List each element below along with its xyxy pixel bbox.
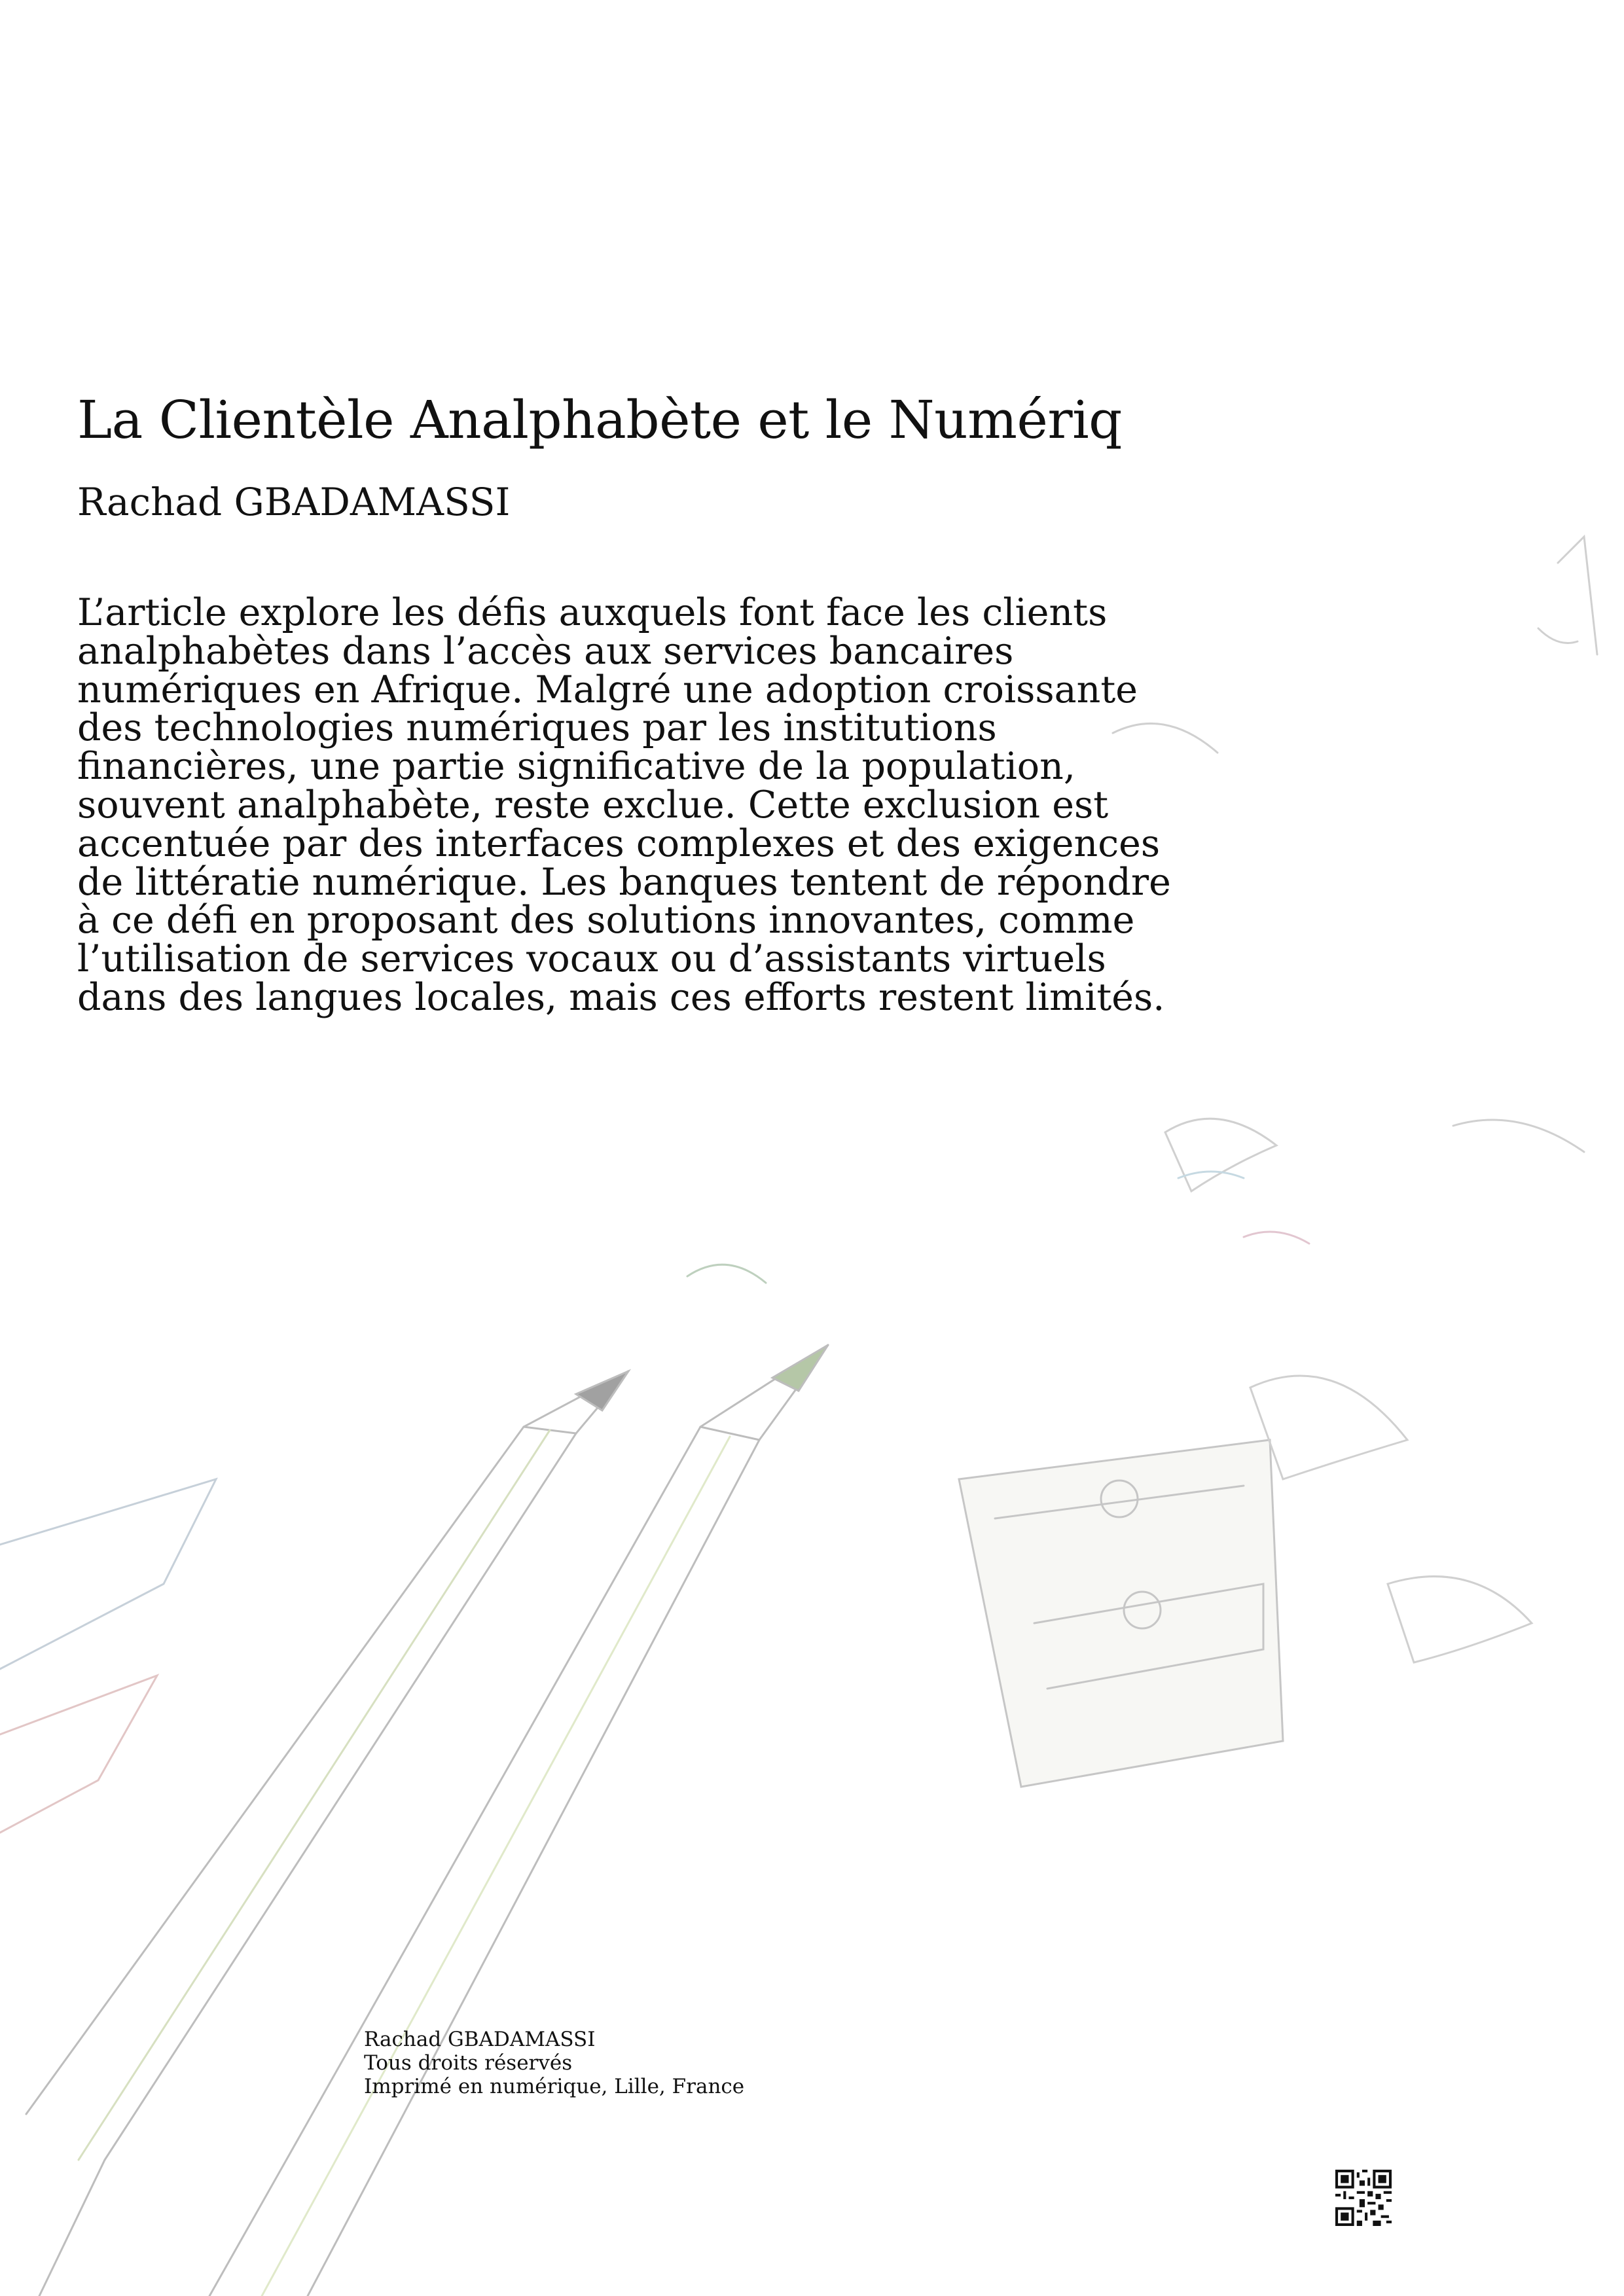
abstract-line: dans des langues locales, mais ces efforts restent limités.: [77, 975, 1165, 1019]
colophon-rights: Tous droits réservés: [364, 2051, 573, 2075]
colophon-name: Rachad GBADAMASSI: [364, 2028, 596, 2051]
abstract-line: financières, une partie significative de la population,: [77, 745, 1075, 789]
author-name: Rachad GBADAMASSI: [77, 480, 511, 524]
colophon-printing: Imprimé en numérique, Lille, France: [364, 2075, 745, 2098]
abstract-line: numériques en Afrique. Malgré une adoption croissante: [77, 668, 1138, 711]
abstract-line: l’utilisation de services vocaux ou d’assistants virtuels: [77, 937, 1106, 981]
abstract-paragraph: [77, 591, 1255, 1019]
abstract-line: L’article explore les défis auxquels font face les clients: [77, 591, 1108, 634]
colophon: [364, 2028, 744, 2098]
abstract-line: accentuée par des interfaces complexes et des exigences: [77, 821, 1161, 865]
pencil-right-icon: [209, 1345, 828, 2296]
abstract-line: à ce défi en proposant des solutions innovantes, comme: [77, 899, 1135, 942]
document-title: La Clientèle Analphabète et le Numériq: [77, 389, 1122, 450]
abstract-line: de littératie numérique. Les banques tentent de répondre: [77, 860, 1171, 904]
qr-code-icon: [1335, 2170, 1392, 2226]
abstract-line: des technologies numériques par les institutions: [77, 706, 997, 750]
sharpener-icon: [959, 1440, 1283, 1787]
abstract-line: analphabètes dans l’accès aux services bancaires: [77, 629, 1014, 673]
abstract-line: souvent analphabète, reste exclue. Cette exclusion est: [77, 783, 1109, 827]
